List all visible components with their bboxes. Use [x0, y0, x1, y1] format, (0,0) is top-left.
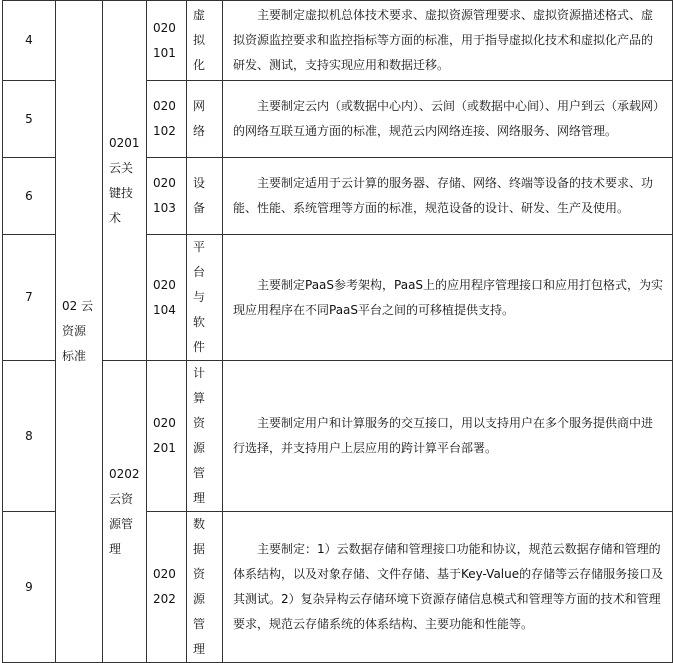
standard-code: 020104: [147, 235, 187, 361]
standard-name: 虚拟化: [187, 1, 223, 81]
standard-description: 主要制定云内（或数据中心内）、云间（或数据中心间）、用户到云（承载网）的网络互联互通方面的标准，规范云内网络连接、网络服务、网络管理。: [223, 81, 673, 158]
level2-category: 0201云关键技术: [103, 1, 147, 361]
standard-description: 主要制定虚拟机总体技术要求、虚拟资源管理要求、虚拟资源描述格式、虚拟资源监控要求和监控指标等方面的标准，用于指导虚拟化技术和虚拟化产品的研发、测试，支持实现应用和数据迁移。: [223, 1, 673, 81]
row-number: 4: [3, 1, 56, 81]
standard-code: 020102: [147, 81, 187, 158]
standard-description: 主要制定用户和计算服务的交互接口，用以支持用户在多个服务提供商中进行选择，并支持用户上层应用的跨计算平台部署。: [223, 361, 673, 512]
standard-description: 主要制定PaaS参考架构，PaaS上的应用程序管理接口和应用打包格式，为实现应用程序在不同PaaS平台之间的可移植提供支持。: [223, 235, 673, 361]
standard-name: 平台与软件: [187, 235, 223, 361]
row-number: 9: [3, 512, 56, 663]
standard-code: 020103: [147, 158, 187, 235]
row-number: 6: [3, 158, 56, 235]
standard-code: 020101: [147, 1, 187, 81]
row-number: 5: [3, 81, 56, 158]
standard-description: 主要制定：1）云数据存储和管理接口功能和协议，规范云数据存储和管理的体系结构，以及对象存储、文件存储、基于Key-Value的存储等云存储服务接口及其测试。2）复杂异构云存储环境下资源存储信息模式和管理等方面的技术和管理要求，规范云存储系统的体系结构、主要功能和性能等。: [223, 512, 673, 663]
standard-code: 020202: [147, 512, 187, 663]
standard-name: 数据资源管理: [187, 512, 223, 663]
standard-code: 020201: [147, 361, 187, 512]
standard-name: 计算资源管理: [187, 361, 223, 512]
row-number: 7: [3, 235, 56, 361]
standard-name: 设备: [187, 158, 223, 235]
standard-description: 主要制定适用于云计算的服务器、存储、网络、终端等设备的技术要求、功能、性能、系统管理等方面的标准，规范设备的设计、研发、生产及使用。: [223, 158, 673, 235]
row-number: 8: [3, 361, 56, 512]
standard-name: 网络: [187, 81, 223, 158]
table-row: [3, 1, 673, 81]
level1-category: 02 云资源标准: [56, 1, 103, 663]
table-row: [3, 361, 673, 512]
standards-table: [2, 0, 673, 663]
level2-category: 0202云资源管理: [103, 361, 147, 663]
